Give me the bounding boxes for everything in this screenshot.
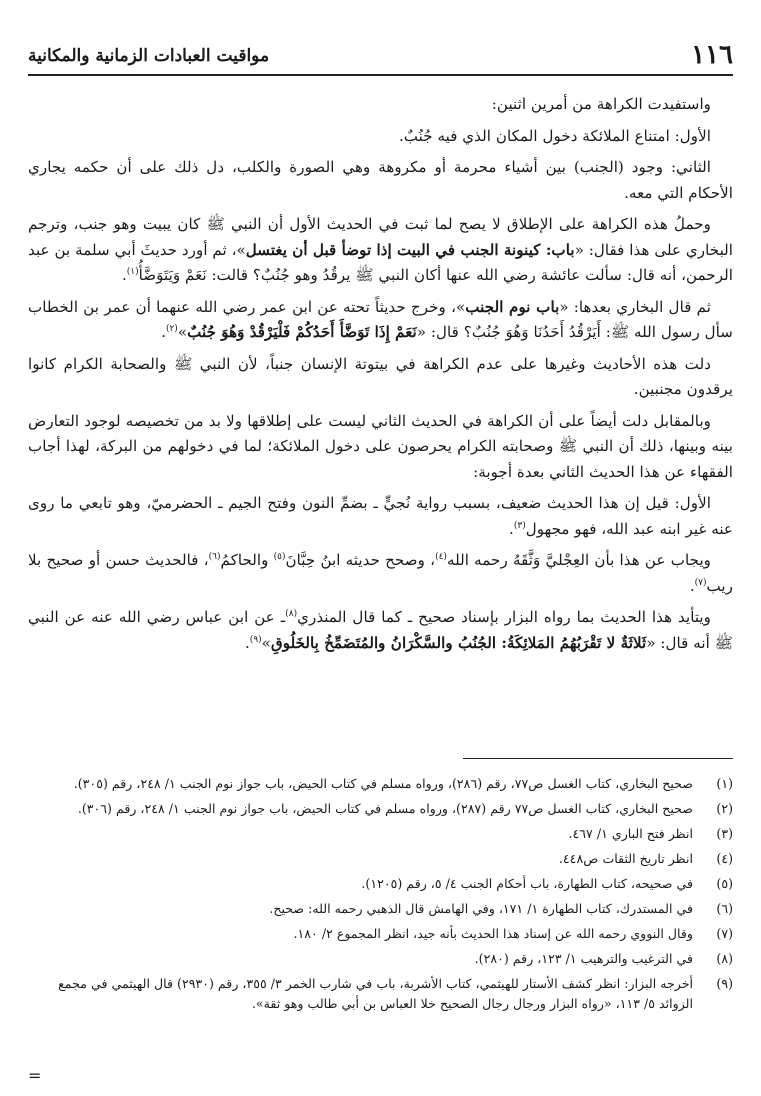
footnote-divider (463, 758, 733, 759)
running-title: مواقيت العبادات الزمانية والمكانية (28, 46, 270, 66)
continuation-mark: = (28, 1066, 42, 1085)
footnotes (28, 774, 733, 1019)
paragraph: ثم قال البخاري بعدها: «باب نوم الجنب»، وخرج حديثاً تحته عن ابن عمر رضي الله عنهما أن عمر بن الخطاب سأل رسول الله ﷺ: أَيَرْقُدُ أَحَدُنَا وَهُوَ جُنُبٌ؟ قال: «نَعَمْ إِذَا تَوَضَّأَ أَحَدُكُمْ فَلْيَرْقُدْ وَهُوَ جُنُبٌ»$^{(٢)}$. (28, 297, 733, 341)
text-run: ثم قال البخاري بعدها: « (559, 297, 711, 316)
footnote (28, 974, 733, 1014)
paragraph: واستفيدت الكراهة من أمرين اثنين: (491, 95, 711, 113)
footnote-text: في المستدرك، كتاب الطهارة ١/ ١٧١، وفي الهامش قال الذهبي رحمه الله: صحيح. (269, 901, 693, 916)
paragraph: الأول: قيل إن هذا الحديث ضعيف، بسبب رواية نُجيٍّ ـ بضمِّ النون وفتح الجيم ـ الحضرميّ، وهو تابعي ما روى عنه غير ابنه عبد الله، فهو مجهول$^{(٣)}$. (28, 494, 733, 538)
footnote-text: وقال النووي رحمه الله عن إسناد هذا الحديث بأنه جيد، انظر المجموع ٢/ ١٨٠. (293, 926, 693, 941)
footnote (28, 899, 733, 919)
hadith-text: نَعَمْ إِذَا تَوَضَّأَ أَحَدُكُمْ فَلْيَرْقُدْ وَهُوَ جُنُبٌ (187, 323, 417, 341)
footnote (28, 774, 733, 794)
footnote-number: (١) (716, 776, 733, 791)
footnote-ref[interactable]: (٤) (435, 551, 447, 562)
hadith-text: ثَلاثَةٌ لا تَقْرَبُهُمُ المَلائِكَةُ: الجُنُبُ والسَّكْرَانُ والمُتَضَمِّخُ بِالخَلُوقِ (270, 633, 647, 652)
footnote-ref[interactable]: (١) (126, 266, 139, 277)
text-run: »، ثم أورد حديثَ أبي سلمة بن عبد الرحمن، أنه قال: سألت عائشة رضي الله عنها أكان النبي ﷺ يرقُدُ وهو جُنُبٌ؟ قالت: نَعَمْ وَيَتَوَضَّأُ (28, 240, 733, 284)
chapter-title: باب نوم الجنب (465, 297, 560, 316)
footnote-number: (٢) (716, 801, 733, 816)
footnote (28, 849, 733, 869)
footnote-ref[interactable]: (٦) (208, 551, 221, 562)
footnote-text: في صحيحه، كتاب الطهارة، باب أحكام الجنب ٤/ ٥، رقم (١٢٠٥). (361, 876, 693, 891)
book-page (28, 40, 733, 1011)
text-run: » (261, 633, 271, 652)
footnote-text: في الترغيب والترهيب ١/ ١٢٣، رقم (٢٨٠). (474, 951, 693, 966)
footnote-number: (٧) (716, 926, 733, 941)
paragraph: وحملُ هذه الكراهة على الإطلاق لا يصح لما ثبت في الحديث الأول أن النبي ﷺ كان يبيت وهو جنب، وترجم البخاري على هذا فقال: «باب: كينونة الجنب في البيت إذا توضأ قبل أن يغتسل»، ثم أورد حديثَ أبي سلمة بن عبد الرحمن، أنه قال: سألت عائشة رضي الله عنها أكان النبي ﷺ يرقُدُ وهو جُنُبٌ؟ قالت: نَعَمْ وَيَتَوَضَّأُ$^{(١)}$. (28, 215, 733, 284)
paragraph: ويجاب عن هذا بأن العِجْليَّ وَثَّقَهُ رحمه الله$^{(٤)}$، وصحح حديثه ابنُ حِبَّانَ$^{(٥)}$ والحاكمُ$^{(٦)}$، فالحديث حسن أو صحيح بلا ريب$^{(٧)}$. (28, 551, 733, 595)
footnote-number: (٦) (716, 901, 733, 916)
paragraph: ويتأيد هذا الحديث بما رواه البزار بإسناد صحيح ـ كما قال المنذري$^{(٨)}$ـ عن ابن عباس رضي الله عنه عن النبي ﷺ أنه قال: «ثَلاثَةٌ لا تَقْرَبُهُمُ المَلائِكَةُ: الجُنُبُ والسَّكْرَانُ والمُتَضَمِّخُ بِالخَلُوقِ»$^{(٩)}$. (28, 608, 733, 652)
footnote-number: (٨) (716, 951, 733, 966)
footnote (28, 824, 733, 844)
footnote (28, 799, 733, 819)
footnote-number: (٣) (716, 826, 733, 841)
paragraph: الأول: امتناع الملائكة دخول المكان الذي فيه جُنُبٌ. (398, 126, 711, 145)
chapter-title: باب: كينونة الجنب في البيت إذا توضأ قبل أن يغتسل (245, 240, 575, 259)
paragraph: الثاني: وجود (الجنب) بين أشياء محرمة أو مكروهة وهي الصورة والكلب، دل ذلك على أن حكمه يجاري الأحكام التي معه. (28, 158, 733, 202)
text-run: ويجاب عن هذا بأن العِجْليَّ وَثَّقَهُ رحمه الله (446, 551, 712, 569)
paragraph: دلت هذه الأحاديث وغيرها على عدم الكراهة في بيتوتة الإنسان جنباً، لأن النبي ﷺ والصحابة الكرام كانوا يرقدون مجنبين. (28, 354, 733, 398)
footnote-text: انظر تاريخ الثقات ص٤٤٨. (558, 851, 693, 866)
page-number: ١١٦ (691, 40, 733, 70)
footnote-ref[interactable]: (٧) (694, 577, 707, 588)
footnote-text: انظر فتح الباري ١/ ٤٦٧. (568, 826, 693, 841)
footnote-number: (٩) (716, 976, 733, 991)
text-run: ، وصحح حديثه ابنُ حِبَّانَ (285, 551, 436, 569)
footnote-ref[interactable]: (٩) (249, 634, 262, 645)
footnote-ref[interactable]: (٣) (513, 520, 526, 531)
text-run: »، وخرج حديثاً تحته عن ابن عمر رضي الله عنهما أن عمر بن الخطاب سأل رسول الله ﷺ: أَيَرْقُدُ أَحَدُنَا وَهُوَ جُنُبٌ؟ قال: « (28, 297, 733, 341)
footnote-ref[interactable]: (٢) (165, 323, 178, 334)
page-header (28, 40, 733, 76)
footnote-ref[interactable]: (٥) (273, 551, 286, 562)
footnote (28, 874, 733, 894)
footnote (28, 949, 733, 969)
text-run: » (177, 323, 188, 341)
main-text (28, 92, 733, 662)
paragraph: وبالمقابل دلت أيضاً على أن الكراهة في الحديث الثاني ليست على إطلاقها ولا بد من تخصيصه لوجود التعارض بينه وبينها، ذلك أن النبي ﷺ وصحابته الكرام يحرصون على دخول الملائكة؛ لما في دخولهم من البركة، لهذا أجاب الفقهاء عن هذا الحديث الثاني بعدة أجوبة: (28, 411, 733, 481)
footnote-ref[interactable]: (٨) (285, 608, 298, 619)
text-run: وحملُ هذه الكراهة على الإطلاق لا يصح لما ثبت في الحديث الأول أن النبي ﷺ كان يبيت وهو جنب، وترجم البخاري على هذا فقال: « (28, 215, 733, 259)
text-run: ـ عن ابن عباس رضي الله عنه عن النبي ﷺ أنه قال: « (28, 608, 733, 652)
footnote-text: أخرجه البزار: انظر كشف الأستار للهيثمي، كتاب الأشربة، باب في شارب الخمر ٣/ ٣٥٥، رقم (٢٩٣٠) قال الهيثمي في مجمع الزوائد ٥/ ١١٣، «رواه البزار ورجال رجال الصحيح خلا العباس بن أبي طالب وهو ثقة». (58, 976, 693, 1011)
text-run: والحاكمُ (220, 551, 274, 569)
text-run: ، فالحديث حسن أو صحيح بلا ريب (28, 551, 733, 595)
text-run: الأول: قيل إن هذا الحديث ضعيف، بسبب رواية نُجيٍّ ـ بضمِّ النون وفتح الجيم ـ الحضرميّ، وهو تابعي ما روى عنه غير ابنه عبد الله، فهو مجهول (28, 494, 733, 538)
footnote-number: (٤) (716, 851, 733, 866)
footnote-number: (٥) (716, 876, 733, 891)
footnote-text: صحيح البخاري، كتاب الغسل ص٧٧ رقم (٢٨٧)، ورواه مسلم في كتاب الحيض، باب جواز نوم الجنب ١/ ٢٤٨، رقم (٣٠٦). (77, 801, 693, 816)
footnote (28, 924, 733, 944)
text-run: ويتأيد هذا الحديث بما رواه البزار بإسناد صحيح ـ كما قال المنذري (297, 608, 711, 626)
footnote-text: صحيح البخاري، كتاب الغسل ص٧٧، رقم (٢٨٦)، ورواه مسلم في كتاب الحيض، باب جواز نوم الجنب ١/ ٢٤٨، رقم (٣٠٥). (73, 776, 693, 791)
